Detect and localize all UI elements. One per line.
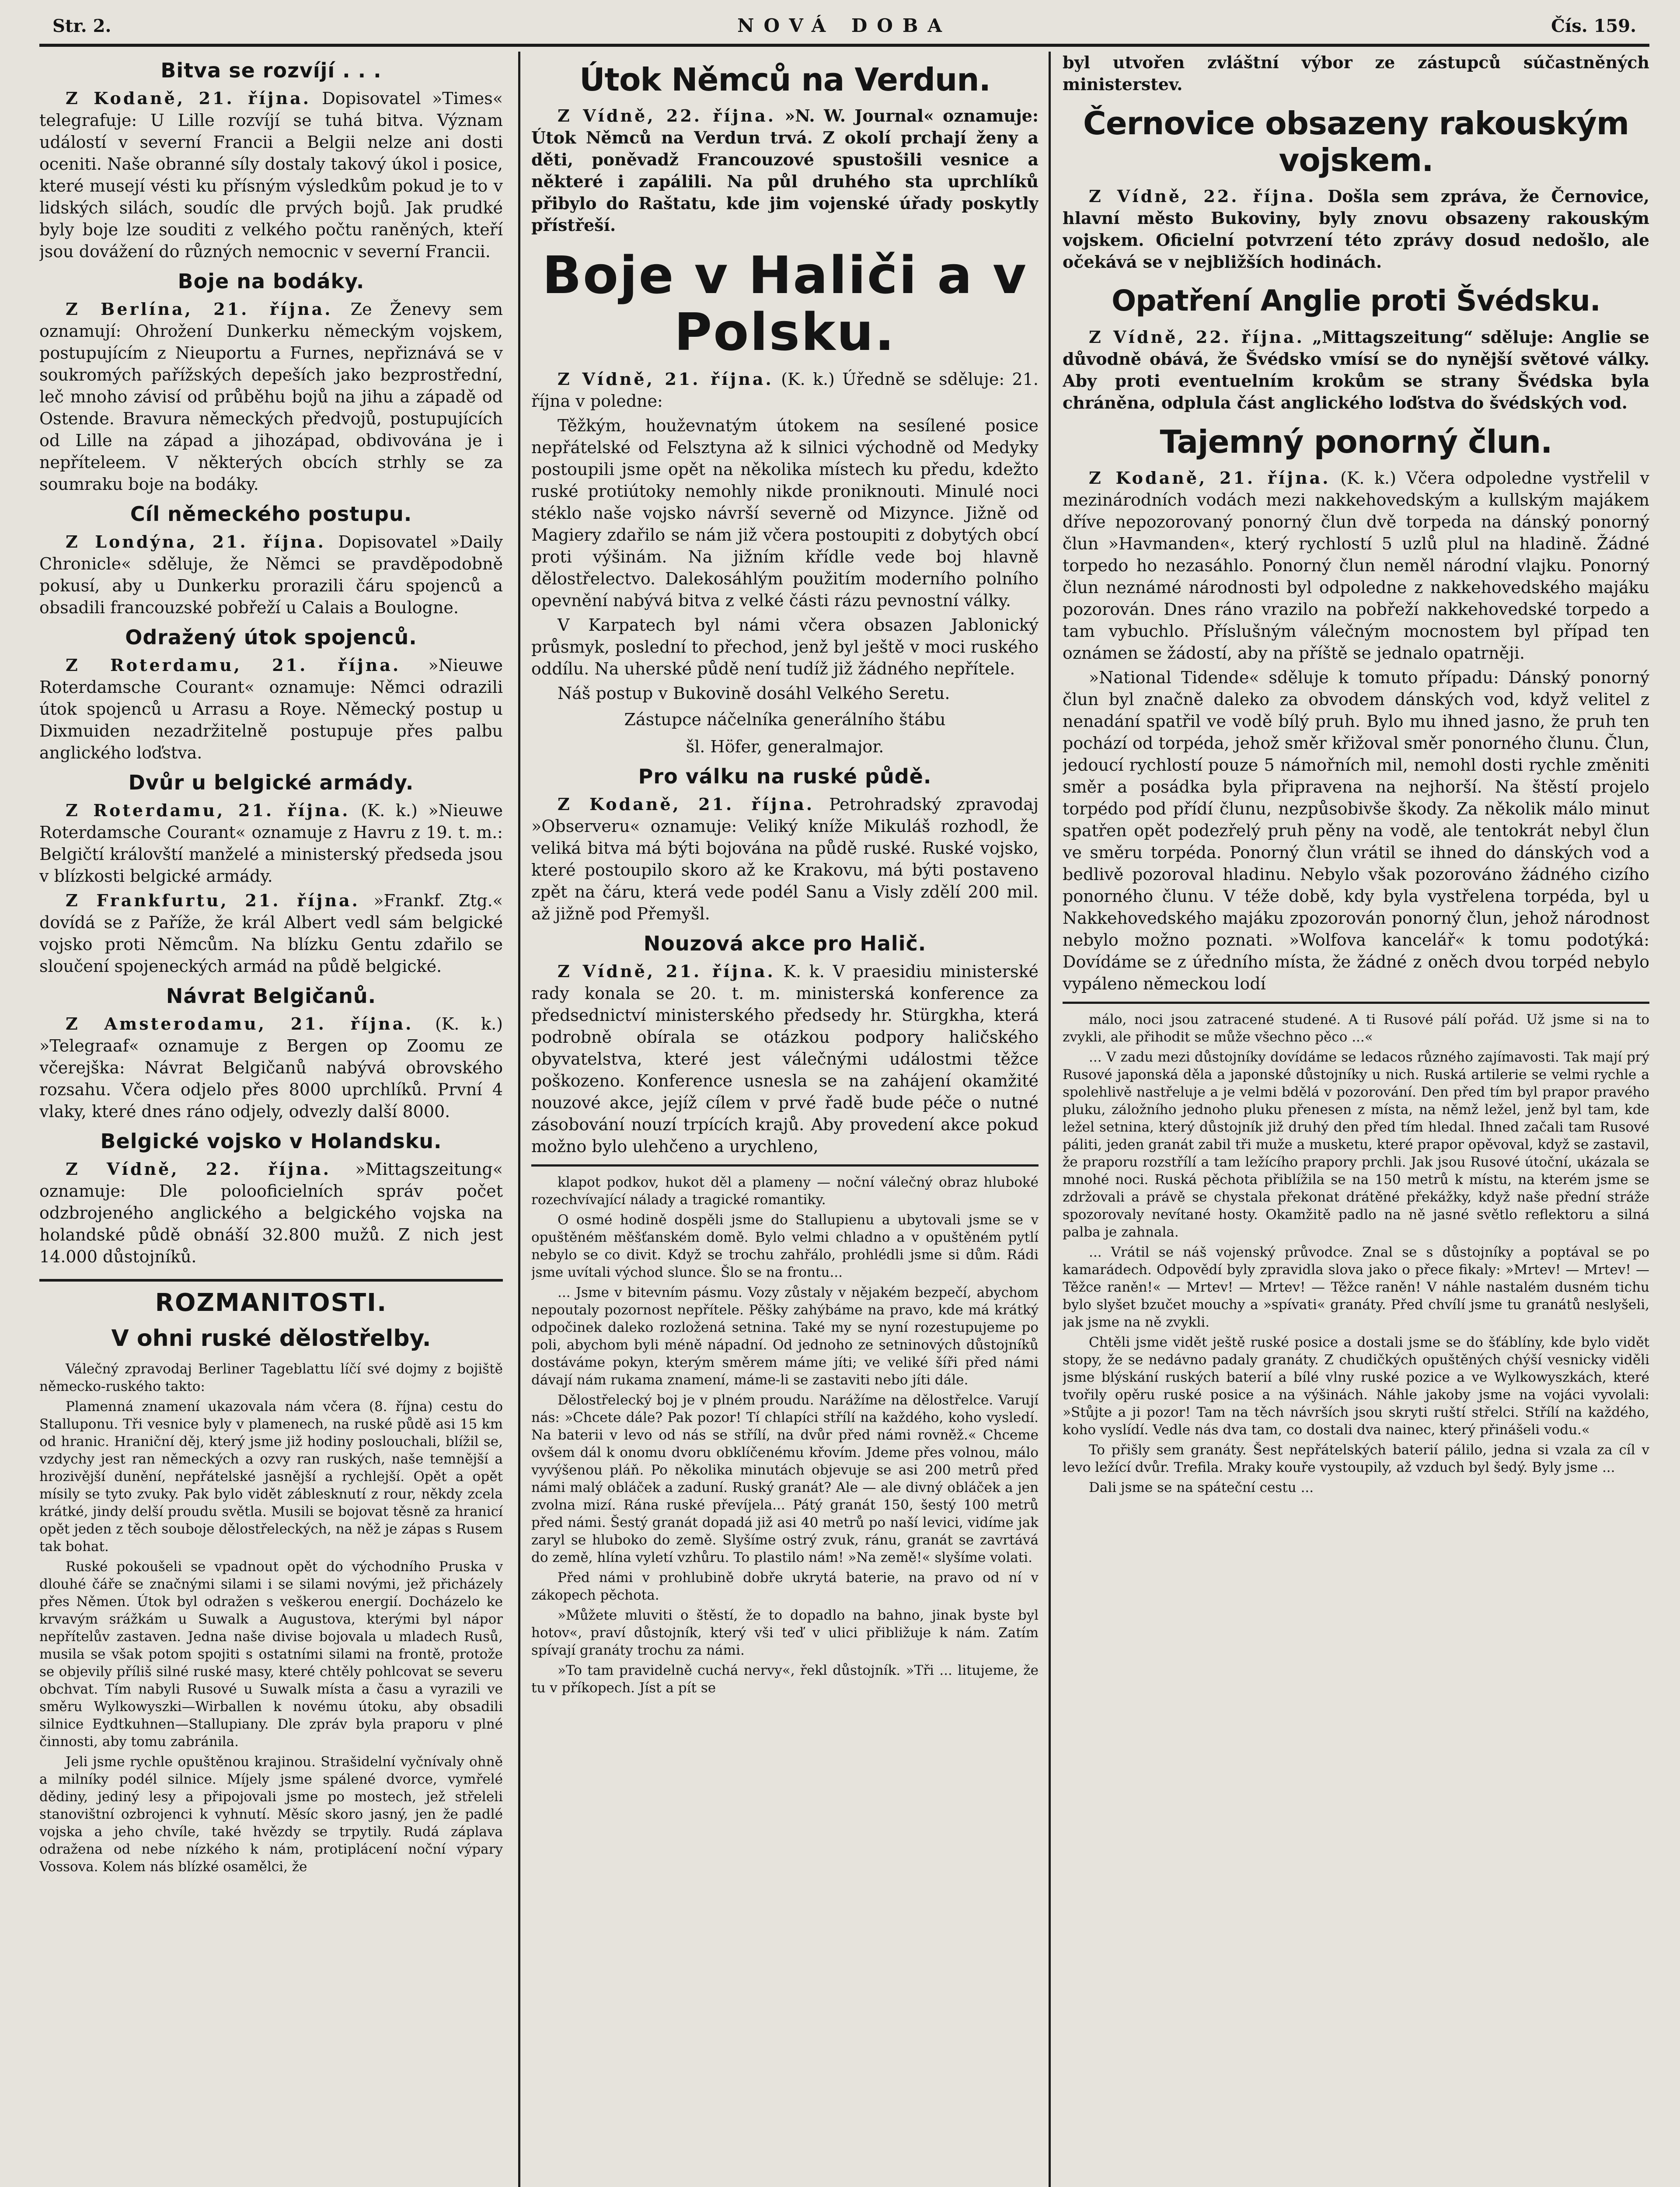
feature-paragraph: ... Vrátil se náš vojenský průvodce. Znal se s důstojníky a poptával se po kamarádech. Odpovědí byly zpravidla slova jako o přece fikaly: »Mrtev! — Mrtev! — Těžce raněn!« — Mrtev! — Mrtev! — Těžce raněn! V náhle nastalém dusném tichu bylo slyšet bzučet mouchy a »spívati« granáty. Před chvílí jsme tu granátů neslyšeli, jak jsme na ně zvykli. xyxy=(1063,1244,1649,1330)
article-text: Dopisovatel »Times« telegrafuje: U Lille rozvíjí se tuhá bitva. Význam událostí v severní Francii a Belgii nelze ani dosti oceniti. Naše obranné síly dostaly takový úkol i posice, které musejí vésti ku přísným výsledkům pokud je to v lidských silách, soudíc dle prvých bojů. Jak prudké byly boje lze souditi z velkého počtu raněných, kteří jsou dovážení do různých nemocnic v severní Francii. xyxy=(39,89,503,261)
dateline: Z Vídně, 21. října. xyxy=(558,369,774,389)
dateline: Z Roterdamu, 21. října. xyxy=(66,655,401,675)
article-paragraph: Náš postup v Bukovině dosáhl Velkého Seretu. xyxy=(558,684,950,703)
article-text: (K. k.) Úředně se sděluje: 21. října v poledne: xyxy=(531,370,1039,411)
article-paragraph xyxy=(39,1158,503,1268)
feature-paragraph: Chtěli jsme vidět ještě ruské posice a dostali jsme se do šťáblíny, kde bylo vidět stopy, že se nedávno padaly granáty. Z chudičkých opuštěných chýší vesnicky viděli jsme blýskání ruských baterií a bílé vlny ruské pozice a ve Wylkowyszkách, které tvořily opěru ruské posice a na výšinách. Náhle jakoby jsme na vojáci vyvolali: »Stůjte a ji pozor! Tam na těch návrších jsou skryti ruští střelci. Střílí na každého, koho vyslídí. Vedle nás dva tam, co dostali dva nainec, který přinášeli vodu.« xyxy=(1063,1335,1649,1438)
article-text: K. k. V praesidiu ministerské rady konala se 20. t. m. ministerská konference za předsednictví ministerského předsedy hr. Stürgkha, která podrobně obírala se otázkou podpory haličského obyvatelstva, které jest válečnými událostmi těžce poškozeno. Konference usnesla se na zahájení okamžité nouzové akce, jejíž cílem v prvé řadě bude péče o nutné zásobování nouzí trpících krajů. Aby provedení akce pokud možno bylo ulehčeno a urychleno, xyxy=(531,962,1039,1156)
dateline: Z Vídně, 22. října. xyxy=(1089,186,1316,206)
dateline: Z Vídně, 22. října. xyxy=(558,106,776,126)
feature-paragraph: O osmé hodině dospěli jsme do Stallupienu a ubytovali jsme se v opuštěném měšťanském domě. Bylo velmi chladno a v opuštěném pytlí nebylo se co divit. Když se trochu zahřálo, prohlédli jsme si dům. Rádi jsme uvítali východ slunce. Šlo se na frontu... xyxy=(531,1212,1039,1280)
article-paragraph xyxy=(1063,326,1649,414)
feature-paragraph: klapot podkov, hukot děl a plameny — noční válečný obraz hluboké rozechvívající nálady a tragické romantiky. xyxy=(531,1174,1039,1208)
article-text: »Mittagszeitung« oznamuje: Dle polooficielních správ počet odzbrojeného anglického a belgického vojska na holandské půdě obnáší 32.800 mužů. Z nich jest 14.000 důstojníků. xyxy=(39,1160,503,1266)
article-text: »Frankf. Ztg.« dovídá se z Paříže, že král Albert vedl sám belgické vojsko proti Němcům. Na blízku Gentu zdařilo se sloučení spojeneckých armád na půdě belgické. xyxy=(39,891,503,976)
article-paragraph xyxy=(531,368,1039,412)
feature-paragraph: ... V zadu mezi důstojníky dovídáme se ledacos různého zajímavosti. Tak mají prý Rusové japonská děla a japonské důstojníky u nich. Ruská artilerie se velmi rychle a spolehlivě nastřeluje a je velmi bdělá v pozorování. Den před tím byl prapor pravého pluku, záložního jednoho pluku přenesen z místa, na němž ležel, jenž byl tam, kde ležel setnina, který důstojník již druhý den před tím hledal. Ihned začali tam Rusové páliti, jeden granát zabil tři muže a musketu, které prapor opěvoval, když se zastavil, že praporu rozstřílí a tam ležícího prapory prchli. Jak jsou Rusové útoční, ukázala se mnohé noci. Ruská pěchota přiblížila se na 150 metrů k místu, na kterém jsme se zdržovali a právě se chystala překonat drátěné překážky, když naše přední stráže spozorovaly nevítané hosty. Okamžitě padlo na ně jasné světlo reflektoru a silná palba je zahnala. xyxy=(1063,1049,1649,1240)
feature-paragraph: ... Jsme v bitevním pásmu. Vozy zůstaly v nějakém bezpečí, abychom nepoutaly pozornost nepřítele. Pěšky zahýbáme na pravo, kde má krátký odpočinek daleko rozložená setnina. Také my se nyní rozestupujeme po poli, abychom byli méně nápadní. Od jednoho ze setninových důstojníků dostáváme pokyn, kterým směrem máme jíti; ve veliké šíři před námi dávají nám rukama znamení, máme-li se zastaviti nebo jíti dále. xyxy=(531,1285,1039,1388)
article-paragraph xyxy=(39,654,503,764)
dateline: Z Kodaně, 21. října. xyxy=(558,794,815,814)
feature-paragraph: Před námi v prohlubině dobře ukrytá baterie, na pravo od ní v zákopech pěchota. xyxy=(531,1570,1039,1603)
column-1 xyxy=(39,52,507,2187)
article-paragraph xyxy=(531,793,1039,925)
article-paragraph: »National Tidende« sděluje k tomuto případu: Dánský ponorný člun byl značně daleko za obvodem dánských vod, když velitel z nenadání spatřil ve vodě bílý pruh. Bylo mu ihned jasno, že pruh ten pochází od torpéda, jehož směr křižoval směr ponorného člunu. Člun, jedoucí rychlostí pouze 5 námořních mil, nemohl dosti rychle změniti směr a posádka byla připravena na nejhorší. Na štěstí projelo torpédo pod přídí člunu, nezpůsobivše škody. Za několik málo minut spatřen opět podezřelý pruh pěny na vodě, ale tentokrát nebyl člun ve směru torpéda. Ponorný člun vrátil se ihned do dánských vod a bedlivě pozoroval hladinu. Nebylo však pozorováno žádného cizího ponorného člunu. V téže době, kdy byla vystřelena torpéda, byl u Nakkehovedského majáku zpozorován ponorný člun, jehož národnost nebylo možno poznati. »Wolfova kancelář« k tomu podotýká: Dovídáme se z úředního místa, že žádné z oněch dvou torpéd nebylo vypáleno německou lodí xyxy=(1063,668,1649,993)
headline: Nouzová akce pro Halič. xyxy=(643,932,927,955)
headline: Cíl německého postupu. xyxy=(130,502,412,526)
feature-paragraph: »Můžete mluviti o štěstí, že to dopadlo na bahno, jinak byste byl hotov«, praví důstojník, který vši teď v ulici přibližuje k nám. Zatím spívají granáty trochu za námi. xyxy=(531,1607,1039,1658)
article-text: Ze Ženevy sem oznamují: Ohrožení Dunkerku německým vojskem, postupujícím z Nieuportu a Furnes, nepřiznává se v soukromých pařížských depeších jako bezprostřední, leč mnoho závisí od průběhu bojů na jihu a západě od Ostende. Bravura německých předvojů, postupujících od Lille na západ a jihozápad, obdivována je i nepříteleem. V některých obcích strhly se za soumraku boje na bodáky. xyxy=(39,300,503,494)
article-paragraph xyxy=(39,298,503,495)
signature: Zástupce náčelníka generálního štábu xyxy=(624,710,946,729)
headline: Odražený útok spojenců. xyxy=(125,625,417,649)
feature-paragraph: Válečný zpravodaj Berliner Tageblattu líčí své dojmy z bojiště německo-ruského takto: xyxy=(39,1361,503,1394)
feature-paragraph: Jeli jsme rychle opuštěnou krajinou. Strašidelní vyčnívaly ohně a milníky podél silnice. Míjely jsme spálené dvorce, vymřelé dědiny, jediný lesy a připojovali jsme po mostech, jež střeleli stanovištní ozbrojenci k vyhnutí. Měsíc skoro jasný, jen že padlé vojska a jeho chvíle, také hvězdy se trpytily. Rudá záplava odražena od nebe nízkého k nám, protiplácení noční výpary Vossova. Kolem nás blízké osamělci, že xyxy=(39,1754,503,1875)
article-text: Došla sem zpráva, že Černovice, hlavní město Bukoviny, byly znovu obsazeny rakouským vojskem. Oficielní potvrzení této zprávy dosud nedošlo, ale očekává se v nejbližších hodinách. xyxy=(1063,186,1649,272)
article-paragraph xyxy=(39,800,503,887)
headline: Černovice obsazeny rakouským vojskem. xyxy=(1083,105,1629,178)
dateline: Z Vídně, 22. října. xyxy=(1089,327,1304,347)
masthead xyxy=(39,13,1649,47)
page-number: Str. 2. xyxy=(52,16,112,36)
dateline: Z Vídně, 21. října. xyxy=(558,961,775,981)
issue-number: Čís. 159. xyxy=(1551,16,1636,36)
feature-paragraph: »To tam pravidelně cuchá nervy«, řekl důstojník. »Tři ... litujeme, že tu v příkopech. Jíst a pít se xyxy=(531,1663,1039,1696)
column-divider xyxy=(518,52,520,2187)
headline: Boje v Haliči a v Polsku. xyxy=(542,245,1028,362)
article-paragraph xyxy=(1063,185,1649,273)
article-paragraph xyxy=(39,890,503,977)
column-divider xyxy=(1049,52,1051,2187)
article-text: Petrohradský zpravodaj »Observeru« oznamuje: Veliký kníže Mikuláš rozhodl, že veliká bitva má býti bojována na půdě ruské. Ruské vojsko, které postoupilo skoro až ke Krakovu, má býti postaveno zpět na čáru, která vede podél Sanu a Visly zdělí 200 mil. až jižně pod Přemyšl. xyxy=(531,795,1039,923)
article-text: »Nieuwe Roterdamsche Courant« oznamuje: Němci odrazili útok spojenců u Arrasu a Roye. Německý postup u Dixmuiden nezadržitelně postupuje přes palbu anglického loďstva. xyxy=(39,656,503,762)
article-paragraph xyxy=(531,961,1039,1157)
feature-paragraph: Dělostřelecký boj je v plném proudu. Narážíme na dělostřelce. Varují nás: »Chcete dále? Pak pozor! Tí chlapíci střílí na každého, koho vysledí. Na baterii v levo od nás se střílí, na dvůr před námi rovněž.« Chceme ovšem dál k onomu dvoru obklíčenému křovím. Jdeme přes volnou, málo vyvýšenou pláň. Po několika minutách objevuje se asi 200 metrů před námi malý obláček a zaduní. Ruský granát? Ale — ale divný obláček a jen zvolna mizí. Rána ruské převíjela... Pátý granát 150, šestý 100 metrů před námi. Šestý granát dopadá již asi 40 metrů po naší levici, vidíme jak zaryl se hluboko do země. Slyšíme ostrý zvuk, ránu, granát se zavrtává do země, hlína vyletí vzhůru. To plastilo nám! »Na země!« slyšíme volati. xyxy=(531,1392,1039,1565)
article-text: (K. k.) Včera odpoledne vystřelil v mezinárodních vodách mezi nakkehovedským a kullským majákem dříve nepozorovaný ponorný člun dvě torpeda na dánský ponorný člun »Havmanden«, který rychlostí 5 uzlů plul na hladině. Žádné torpedo ho nezasáhlo. Ponorný člun neměl národní vlajku. Ponorný člun neznámé národnosti byl odpoledne z nakkehovedského majáku pozorován. Dnes ráno vrazilo na pobřeží nakkehovedské torpedo a tam vybuchlo. Příslušným válečným mocnostem byl případ ten oznámen se žádostí, aby na příště se jednalo opatrněji. xyxy=(1063,468,1649,663)
headline: Útok Němců na Verdun. xyxy=(579,61,990,98)
article-text: (K. k.) »Telegraaf« oznamuje z Bergen op Zoomu ze včerejška: Návrat Belgičanů nabývá obrovského rozsahu. Včera odjelo přes 8000 uprchlíků. První 4 vlaky, které dnes ráno odjely, odvezly další 8000. xyxy=(39,1014,503,1121)
headline: Dvůr u belgické armády. xyxy=(128,771,414,794)
dateline: Z Kodaně, 21. října. xyxy=(66,88,311,108)
article-paragraph: byl utvořen zvláštní výbor ze zástupců súčastněných ministerstev. xyxy=(1063,52,1649,94)
columns xyxy=(39,52,1649,2187)
feature-paragraph: Ruské pokoušeli se vpadnout opět do východního Pruska v dlouhé čáře se značnými silami i se silami novými, jež přicházely přes Němen. Útok byl odražen s veškerou energií. Docházelo ke krvavým srážkám u Suwalk a Augustova, kterými byl nápor nepřítelův zastaven. Jedna naše divise bojovala u mladech Rusů, musila se však potom spojiti s ostatními silami na frontě, protože se objevily příliš silné ruské masy, které chtěly pohlcovat se severu obchvat. Tím nabyli Rusové u Suwalk místa a času a vyrazili ve směru Wylkowyszki—Wirballen k novému útoku, aby obsadili silnice Eydtkuhnen—Stallupiany. Dle zpráv byla praporu v plné činnosti, aby tomu zabránila. xyxy=(39,1559,503,1750)
feature-paragraph: Dali jsme se na spáteční cestu ... xyxy=(1089,1480,1314,1495)
article-paragraph: Těžkým, houževnatým útokem na sesílené posice nepřátelské od Felsztyna až k silnici východně od Medyky postoupili jsme opět na několika místech ku předu, kdežto ruské protiútoky nemohly nikde proniknouti. Minulé noci stéklo naše vojsko návrší severně od Mizynce. Jižně od Magiery zdařilo se nám již včera postoupiti z dobytých obcí proti výšinám. Na jižním křídle vede boj hlavně dělostřelectvo. Dalekosáhlým použitím moderního polního opevnění nabývá bitva z velké části rázu pevnostní války. xyxy=(531,416,1039,610)
headline: Tajemný ponorný člun. xyxy=(1160,423,1552,460)
article-text: „Mittagszeitung“ sděluje: Anglie se důvodně obává, že Švédsko vmísí se do nynější světové války. Aby proti eventuelním krokům se strany Švédska byla chráněna, odplula část anglického loďstva do švédských vod. xyxy=(1063,327,1649,412)
headline: Návrat Belgičanů. xyxy=(166,984,376,1008)
dateline: Z Roterdamu, 21. října. xyxy=(66,800,350,820)
article-paragraph xyxy=(531,105,1039,236)
dateline: Z Amsterodamu, 21. října. xyxy=(66,1014,414,1034)
dateline: Z Londýna, 21. října. xyxy=(66,532,326,552)
article-paragraph: V Karpatech byl námi včera obsazen Jablonický průsmyk, poslední to přechod, jenž byl ještě v moci ruského oddílu. Na uherské půdě není tudíž již žádného nepřítele. xyxy=(531,615,1039,678)
column-3 xyxy=(1063,52,1649,2187)
section-heading: ROZMANITOSTI. xyxy=(39,1279,503,1318)
dateline: Z Kodaně, 21. října. xyxy=(1089,468,1331,488)
dateline: Z Frankfurtu, 21. října. xyxy=(66,891,360,910)
column-2 xyxy=(531,52,1039,2187)
headline: Bitva se rozvíjí . . . xyxy=(160,59,382,82)
article-paragraph xyxy=(39,1013,503,1122)
feature-paragraph: málo, noci jsou zatracené studené. A ti Rusové pálí pořád. Už jsme si na to zvykli, ale přihodit se může všechno pěco ...« xyxy=(1063,1012,1649,1045)
article-text: Dopisovatel »Daily Chronicle« sděluje, že Němci se pravděpodobně pokusí, aby u Dunkerku prorazili čáru spojenců a obsadili francouzské pobřeží u Calais a Boulogne. xyxy=(39,532,503,617)
headline: Boje na bodáky. xyxy=(178,269,365,293)
headline: Opatření Anglie proti Švédsku. xyxy=(1112,284,1600,318)
headline: Belgické vojsko v Holandsku. xyxy=(100,1129,442,1153)
dateline: Z Vídně, 22. října. xyxy=(66,1159,331,1179)
feature-paragraph: To přišly sem granáty. Šest nepřátelských baterií pálilo, jedna si vzala za cíl v levo ležící dvůr. Trefila. Mraky kouře vystoupily, až vzduch byl šedý. Byly jsme ... xyxy=(1063,1442,1649,1475)
newspaper-title: NOVÁ DOBA xyxy=(737,15,952,36)
section-divider xyxy=(531,1164,1039,1167)
feature-paragraph: Plamenná znamení ukazovala nám včera (8. října) cestu do Stalluponu. Tři vesnice byly v plamenech, na ruské půdě asi 15 km od hranic. Hraniční děj, který jsme již hodiny poslouchali, blížil se, vzdychy jest ran německých a ozvy ran ruských, naše temnější a hrozivější dunění, nepřátelské jasnější a rychlejší. Opět a opět mísily se tyto zvuky. Pak bylo vidět záblesknutí z rour, někdy zcela krátké, jindy delší proudu světla. Musili se bojovat těsně za hranicí opět jeden z těch souboje dělostřeleckých, na něž je zápas s Rusem tak bohat. xyxy=(39,1399,503,1555)
article-text: »N. W. Journal« oznamuje: Útok Němců na Verdun trvá. Z okolí prchají ženy a děti, poněvadž Francouzové spustošili vesnice a některé i zapálili. Na půl druhého sta uprchlíků přibylo do Raštatu, kde jim vojenské úřady poskytly přístřeší. xyxy=(531,106,1039,235)
article-paragraph xyxy=(39,87,503,262)
article-text: (K. k.) »Nieuwe Roterdamsche Courant« oznamuje z Havru z 19. t. m.: Belgičtí královští manželé a ministerský předseda jsou v blízkosti belgické armády. xyxy=(39,801,503,886)
signature: šl. Höfer, generalmajor. xyxy=(686,737,884,756)
section-divider xyxy=(1063,1002,1649,1004)
feature-title: V ohni ruské dělostřelby. xyxy=(111,1325,431,1352)
article-paragraph xyxy=(39,531,503,618)
headline: Pro válku na ruské půdě. xyxy=(638,765,932,788)
dateline: Z Berlína, 21. října. xyxy=(66,299,333,319)
article-paragraph xyxy=(1063,467,1649,664)
